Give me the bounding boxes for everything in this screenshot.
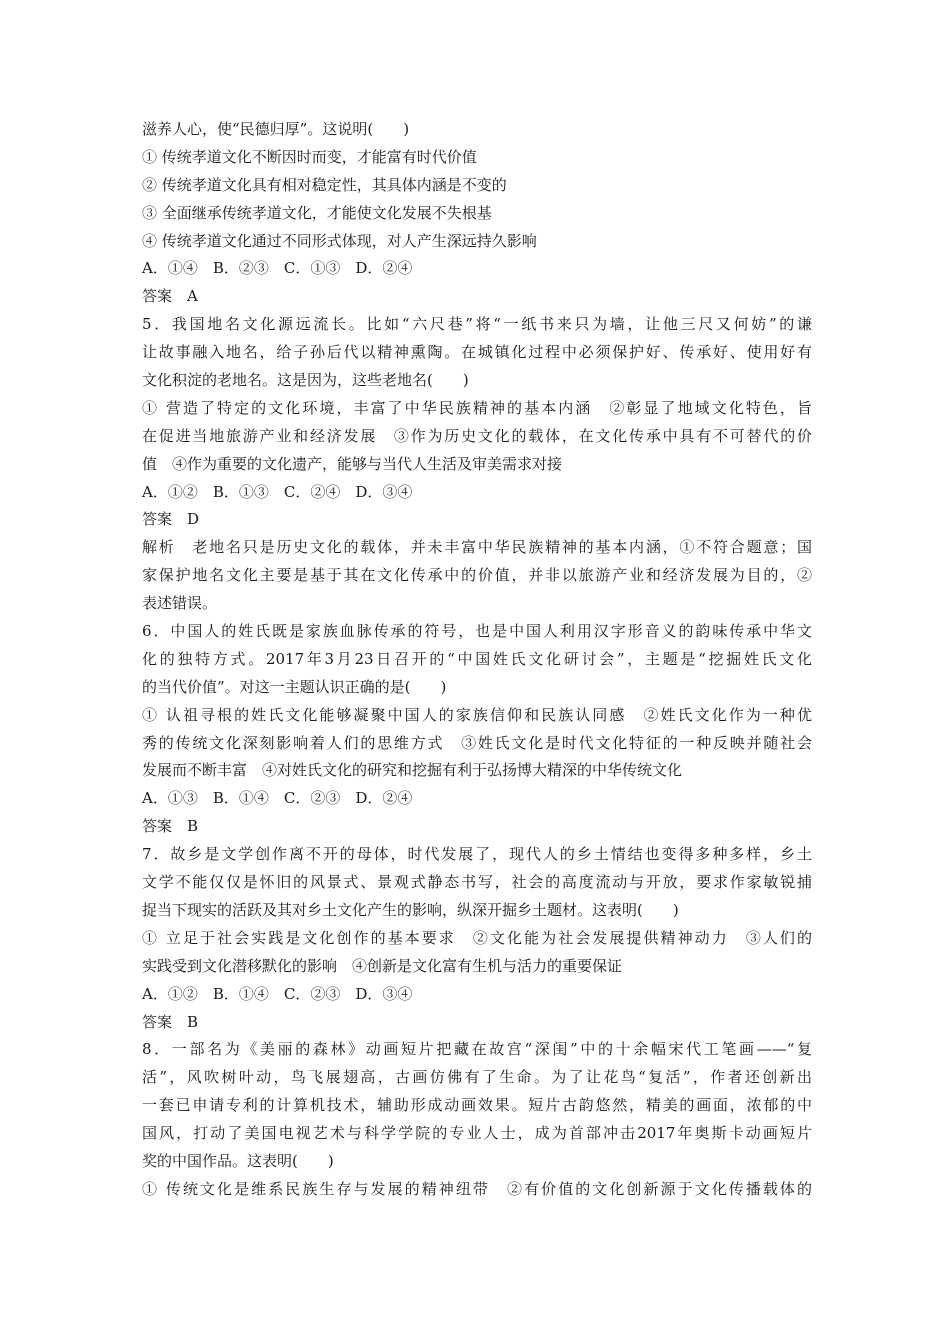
text-line-22: ① 认祖寻根的姓氏文化能够凝聚中国人的家族信仰和民族认同感 ②姓氏文化作为一种优 (142, 705, 812, 724)
text-line-11: ① 营造了特定的文化环境，丰富了中华民族精神的基本内涵 ②彰显了地域文化特色，旨 (142, 398, 812, 417)
text-line-2: ① 传统孝道文化不断因时而变，才能富有时代价值 (142, 147, 477, 166)
text-line-3: ② 传统孝道文化具有相对稳定性，其具体内涵是不变的 (142, 175, 507, 194)
text-line-36: 一套已申请专利的计算机技术，辅助形成动画效果。短片古韵悠然，精美的画面，浓郁的中 (142, 1096, 812, 1115)
text-line-17: 家保护地名文化主要是基于其在文化传承中的价值，并非以旅游产业和经济发展为目的，② (142, 566, 812, 585)
text-line-33: 答案 B (142, 1012, 199, 1031)
text-line-14: A．①② B．①③ C．②④ D．③④ (142, 482, 413, 501)
text-line-31: 实践受到文化潜移默化的影响 ④创新是文化富有生机与活力的重要保证 (142, 956, 623, 975)
document-body (142, 116, 812, 1204)
text-line-27: 7．故乡是文学创作离不开的母体，时代发展了，现代人的乡土情结也变得多种多样，乡土 (142, 845, 812, 864)
text-line-37: 国风，打动了美国电视艺术与科学学院的专业人士，成为首部冲击2017年奥斯卡动画短片 (142, 1124, 812, 1143)
text-line-10: 文化积淀的老地名。这是因为，这些老地名( ) (142, 371, 469, 390)
text-line-6: A．①④ B．②③ C．①③ D．②④ (142, 259, 413, 278)
text-line-25: A．①③ B．①④ C．②③ D．②④ (142, 789, 413, 808)
text-line-34: 8．一部名为《美丽的森林》动画短片把藏在故宫“深闺”中的十余幅宋代工笔画——“复 (142, 1040, 812, 1059)
text-line-9: 让故事融入地名，给子孙后代以精神熏陶。在城镇化过程中必须保护好、传承好、使用好有 (142, 343, 812, 362)
text-line-24: 发展而不断丰富 ④对姓氏文化的研究和挖掘有利于弘扬博大精深的中华传统文化 (142, 761, 683, 780)
text-line-18: 表述错误。 (142, 594, 218, 613)
text-line-1: 滋养人心，使“民德归厚”。这说明( ) (142, 120, 410, 138)
text-line-38: 奖的中国作品。这表明( ) (142, 1151, 334, 1170)
text-line-30: ① 立足于社会实践是文化创作的基本要求 ②文化能为社会发展提供精神动力 ③人们的 (142, 928, 812, 947)
text-line-12: 在促进当地旅游产业和经济发展 ③作为历史文化的载体，在文化传承中具有不可替代的价 (142, 426, 812, 445)
text-line-8: 5．我国地名文化源远流长。比如“六尺巷”将“一纸书来只为墙，让他三尺又何妨”的谦 (142, 315, 812, 334)
text-line-21: 的当代价值”。对这一主题认识正确的是( ) (142, 677, 447, 696)
text-line-4: ③ 全面继承传统孝道文化，才能使文化发展不失根基 (142, 203, 492, 222)
text-line-16: 解析 老地名只是历史文化的载体，并未丰富中华民族精神的基本内涵，①不符合题意；国 (142, 538, 812, 557)
text-line-5: ④ 传统孝道文化通过不同形式体现，对人产生深远持久影响 (142, 231, 537, 250)
text-line-29: 捉当下现实的活跃及其对乡土文化产生的影响，纵深开掘乡土题材。这表明( ) (142, 900, 679, 919)
text-line-13: 值 ④作为重要的文化遗产，能够与当代人生活及审美需求对接 (142, 454, 563, 473)
text-line-7: 答案 A (142, 287, 198, 306)
text-line-28: 文学不能仅仅是怀旧的风景式、景观式静态书写，社会的高度流动与开放，要求作家敏锐捕 (142, 873, 812, 892)
text-line-32: A．①② B．①④ C．②③ D．③④ (142, 984, 413, 1003)
text-line-39: ① 传统文化是维系民族生存与发展的精神纽带 ②有价值的文化创新源于文化传播载体的 (142, 1179, 812, 1198)
text-line-20: 化的独特方式。2017年3月23日召开的“中国姓氏文化研讨会”，主题是“挖掘姓氏文化 (142, 649, 812, 668)
text-line-26: 答案 B (142, 817, 199, 836)
text-line-15: 答案 D (142, 510, 200, 529)
text-line-19: 6．中国人的姓氏既是家族血脉传承的符号，也是中国人利用汉字形音义的韵味传承中华文 (142, 622, 812, 641)
text-line-23: 秀的传统文化深刻影响着人们的思维方式 ③姓氏文化是时代文化特征的一种反映并随社会 (142, 733, 812, 752)
text-line-35: 活”，风吹树叶动，鸟飞展翅高，古画仿佛有了生命。为了让花鸟“复活”，作者还创新出 (142, 1068, 812, 1087)
